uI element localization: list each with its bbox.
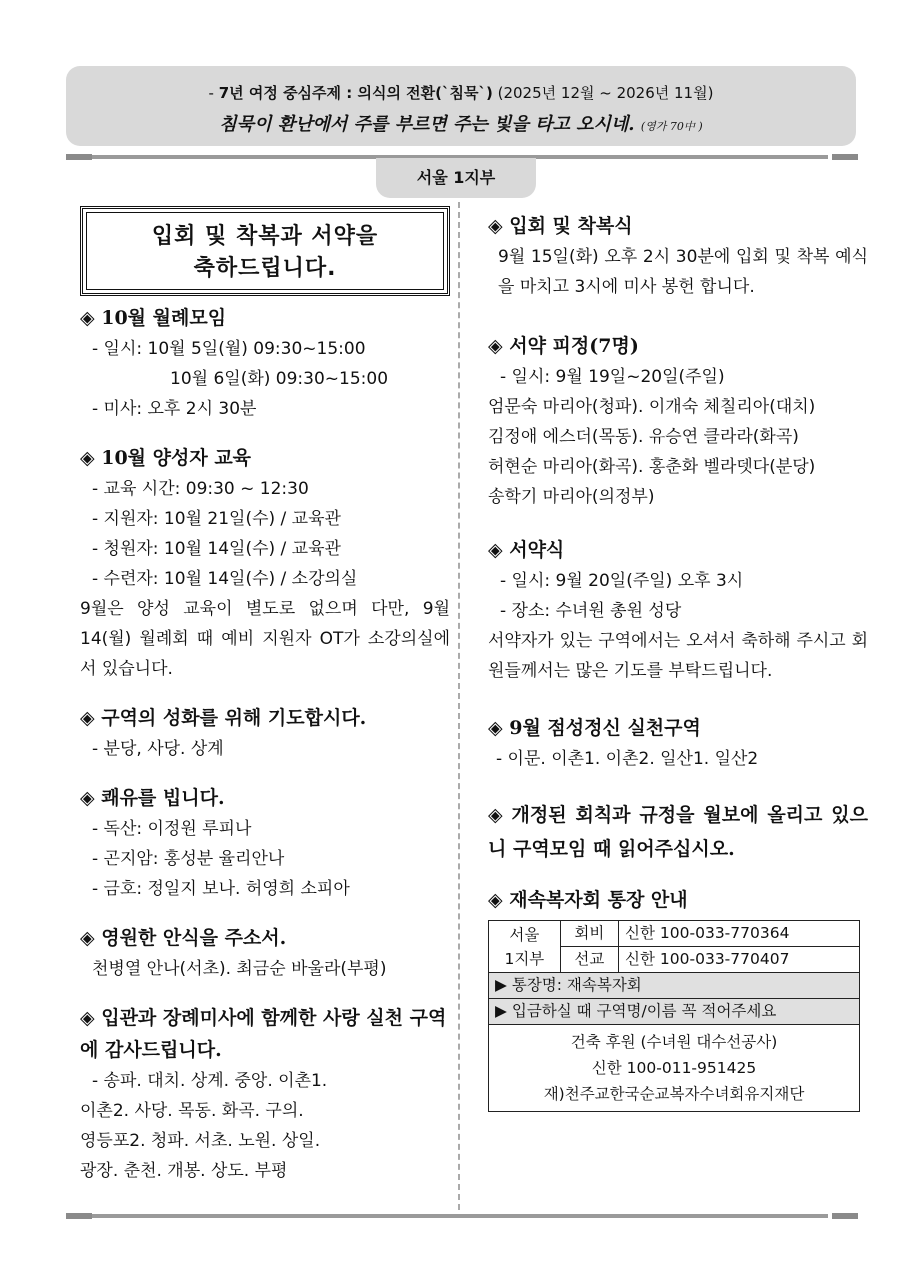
left-column — [80, 206, 450, 1186]
practice-heading: ◈ 9월 점성정신 실천구역 — [488, 717, 701, 739]
account-type-cell: 선교 — [560, 947, 618, 973]
donation-title: 건축 후원 (수녀원 대수선공사) — [570, 1033, 778, 1051]
congrats-title-line2: 축하드립니다. — [193, 256, 337, 281]
table-row — [489, 921, 860, 947]
branch-city: 서울 — [509, 925, 540, 944]
thanks-line: - 송파. 대치. 상계. 중앙. 이촌1. — [92, 1071, 328, 1091]
prayer-heading: ◈ 구역의 성화를 위해 기도합시다. — [80, 707, 367, 729]
bottom-rule-left-cap — [66, 1213, 92, 1219]
banner-hymn-line — [66, 110, 856, 136]
monthly-mass-line: - 미사: 오후 2시 30분 — [92, 399, 257, 419]
table-row — [489, 1025, 860, 1112]
retreat-date: - 일시: 9월 19일~20일(주일) — [500, 367, 725, 387]
training-line: - 교육 시간: 09:30 ~ 12:30 — [92, 479, 309, 499]
monthly-date-line: 10월 6일(화) 09:30~15:00 — [170, 369, 389, 389]
rest-line: 천병열 안나(서초). 최금순 바울라(부평) — [92, 959, 387, 979]
retreat-names-line: 김정애 에스더(목동). 유승연 클라라(화곡) — [488, 427, 799, 447]
column-divider — [458, 202, 460, 1210]
vows-place: - 장소: 수녀원 총원 성당 — [500, 601, 682, 621]
banner-period: (2025년 12월 ~ 2026년 11월) — [492, 84, 714, 102]
revised-rules-notice: ◈ 개정된 회칙과 규정을 월보에 올리고 있으니 구역모임 때 읽어주십시오. — [488, 804, 868, 860]
deposit-note: ▶ 입금하실 때 구역명/이름 꼭 적어주세요 — [489, 999, 860, 1025]
practice-line: - 이문. 이촌1. 이촌2. 일산1. 일산2 — [496, 749, 759, 769]
account-number-cell: 신한 100-033-770364 — [619, 921, 860, 947]
training-line: - 청원자: 10월 14일(수) / 교육관 — [92, 539, 341, 559]
retreat-names-line: 엄문숙 마리아(청파). 이개숙 체칠리아(대치) — [488, 397, 816, 417]
donation-foundation: 재)천주교한국순교복자수녀회유지재단 — [543, 1085, 805, 1103]
vows-date: - 일시: 9월 20일(주일) 오후 3시 — [500, 571, 744, 591]
table-row — [489, 999, 860, 1025]
training-note: 9월은 양성 교육이 별도로 없으며 다만, 9월 14(월) 월례회 때 예비 지원자 OT가 소강의실에서 있습니다. — [80, 599, 450, 679]
bottom-rule-right-cap — [832, 1213, 858, 1219]
branch-tab: 서울 1지부 — [376, 158, 536, 198]
account-number-cell: 신한 100-033-770407 — [619, 947, 860, 973]
accounts-table — [488, 920, 860, 1112]
monthly-meeting-heading: ◈ 10월 월례모임 — [80, 307, 227, 329]
account-name-note: ▶ 통장명: 재속복자회 — [489, 973, 860, 999]
vows-text: 서약자가 있는 구역에서는 오셔서 축하해 주시고 회원들께서는 많은 기도를 부탁드립니다. — [488, 631, 868, 681]
recovery-line: - 곤지암: 홍성분 율리안나 — [92, 849, 285, 869]
retreat-heading: ◈ 서약 피정(7명) — [488, 335, 639, 357]
thanks-heading: ◈ 입관과 장례미사에 함께한 사랑 실천 구역에 감사드립니다. — [80, 1007, 447, 1061]
branch-cell — [489, 921, 561, 973]
congrats-title-line1: 입회 및 착복과 서약을 — [151, 224, 379, 249]
top-rule-right-cap — [832, 154, 858, 160]
recovery-line: - 독산: 이정원 루피나 — [92, 819, 252, 839]
vows-heading: ◈ 서약식 — [488, 539, 565, 561]
thanks-line: 영등포2. 청파. 서초. 노원. 상일. — [80, 1131, 321, 1151]
rest-heading: ◈ 영원한 안식을 주소서. — [80, 927, 287, 949]
banner-theme-bold: 7년 여정 중심주제 : 의식의 전환(`침묵`) — [218, 84, 493, 102]
admission-text: 9월 15일(화) 오후 2시 30분에 입회 및 착복 예식을 마치고 3시에 미사 봉헌 합니다. — [498, 247, 868, 297]
top-rule-left-cap — [66, 154, 92, 160]
retreat-names-line: 허현순 마리아(화곡). 홍춘화 벨라뎃다(분당) — [488, 457, 816, 477]
training-line: - 수련자: 10월 14일(수) / 소강의실 — [92, 569, 358, 589]
accounts-heading: ◈ 재속복자회 통장 안내 — [488, 889, 688, 911]
bottom-rule — [92, 1214, 828, 1218]
account-type-cell: 회비 — [560, 921, 618, 947]
banner-prefix: - — [208, 84, 219, 102]
thanks-line: 이촌2. 사당. 목동. 화곡. 구의. — [80, 1101, 304, 1121]
congrats-title-box — [80, 206, 450, 296]
right-column — [488, 206, 868, 1112]
thanks-line: 광장. 춘천. 개봉. 상도. 부평 — [80, 1161, 288, 1181]
recovery-line: - 금호: 정일지 보나. 허영희 소피아 — [92, 879, 350, 899]
banner-theme-line — [66, 82, 856, 103]
retreat-names-line: 송학기 마리아(의정부) — [488, 487, 655, 507]
banner-hymn-source: (영가 70中 ) — [640, 120, 703, 133]
recovery-heading: ◈ 쾌유를 빕니다. — [80, 787, 225, 809]
donation-account: 신한 100-011-951425 — [591, 1059, 757, 1077]
branch-number: 1지부 — [504, 949, 545, 968]
monthly-date-line: - 일시: 10월 5일(월) 09:30~15:00 — [92, 339, 366, 359]
admission-heading: ◈ 입회 및 착복식 — [488, 215, 633, 237]
prayer-line: - 분당, 사당. 상계 — [92, 739, 224, 759]
theme-banner — [66, 66, 856, 146]
donation-cell — [489, 1025, 860, 1112]
training-heading: ◈ 10월 양성자 교육 — [80, 447, 252, 469]
banner-hymn-text: 침묵이 환난에서 주를 부르면 주는 빛을 타고 오시네. — [219, 114, 635, 135]
table-row — [489, 973, 860, 999]
training-line: - 지원자: 10월 21일(수) / 교육관 — [92, 509, 341, 529]
